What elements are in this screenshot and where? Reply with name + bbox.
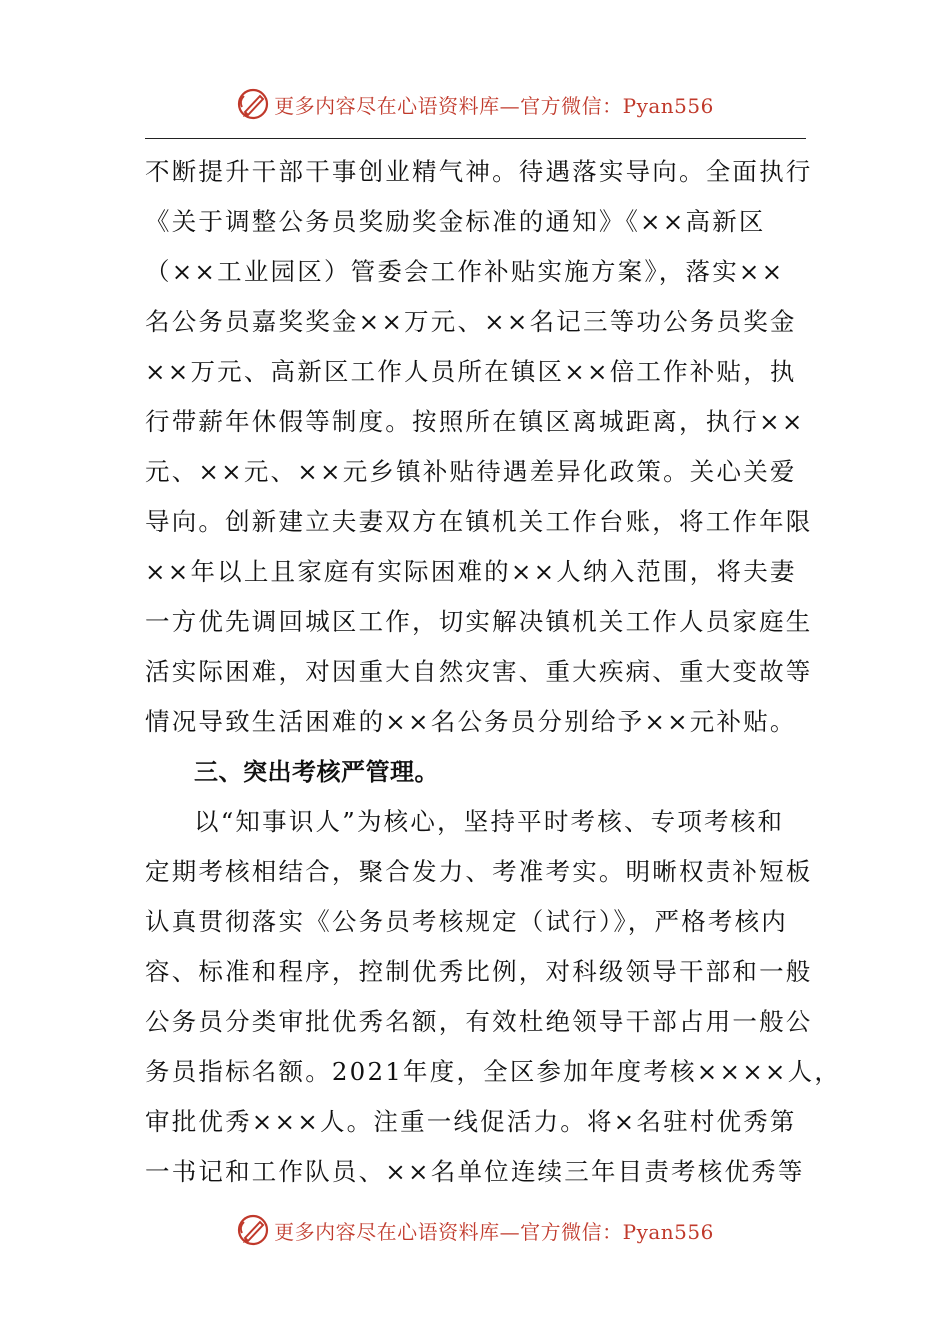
footer-banner-text: 更多内容尽在心语资料库—官方微信：Pyan556 — [274, 1219, 714, 1244]
body-line: 活实际困难，对因重大自然灾害、重大疾病、重大变故等 — [145, 657, 813, 686]
header-banner-text: 更多内容尽在心语资料库—官方微信：Pyan556 — [274, 93, 714, 118]
body-line: 定期考核相结合，聚合发力、考准考实。明晰权责补短板 — [145, 857, 813, 886]
body-line: 名公务员嘉奖奖金××万元、××名记三等功公务员奖金 — [145, 307, 797, 336]
body-line: 情况导致生活困难的××名公务员分别给予××元补贴。 — [145, 707, 797, 736]
body-line: 以“知事识人”为核心，坚持平时考核、专项考核和 — [194, 807, 785, 836]
body-line: ××万元、高新区工作人员所在镇区××倍工作补贴，执 — [145, 357, 797, 386]
document-body — [145, 147, 842, 1197]
pen-logo-icon — [236, 1213, 270, 1247]
body-line: 元、××元、××元乡镇补贴待遇差异化政策。关心关爱 — [145, 457, 797, 486]
body-line: 务员指标名额。2021年度，全区参加年度考核××××人， — [145, 1057, 842, 1086]
header-banner — [0, 84, 950, 124]
body-line: 《关于调整公务员奖励奖金标准的通知》《××高新区 — [145, 207, 766, 236]
body-line: ××年以上且家庭有实际困难的××人纳入范围，将夫妻 — [145, 557, 797, 586]
body-line: 一方优先调回城区工作，切实解决镇机关工作人员家庭生 — [145, 607, 813, 636]
body-line: 审批优秀×××人。注重一线促活力。将×名驻村优秀第 — [145, 1107, 797, 1136]
section-heading: 三、突出考核严管理。 — [194, 758, 439, 786]
body-line: 容、标准和程序，控制优秀比例，对科级领导干部和一般 — [145, 957, 813, 986]
body-line: 一书记和工作队员、××名单位连续三年目责考核优秀等 — [145, 1157, 805, 1186]
body-line: 行带薪年休假等制度。按照所在镇区离城距离，执行×× — [145, 407, 805, 436]
pen-logo-icon — [236, 87, 270, 121]
body-line: 导向。创新建立夫妻双方在镇机关工作台账，将工作年限 — [145, 507, 813, 536]
body-line: （××工业园区）管委会工作补贴实施方案》，落实×× — [145, 257, 785, 286]
header-divider — [145, 138, 806, 139]
body-line: 认真贯彻落实《公务员考核规定（试行）》，严格考核内 — [145, 907, 788, 936]
footer-banner — [0, 1210, 950, 1250]
body-line: 公务员分类审批优秀名额，有效杜绝领导干部占用一般公 — [145, 1007, 813, 1036]
body-line: 不断提升干部干事创业精气神。待遇落实导向。全面执行 — [145, 157, 813, 186]
